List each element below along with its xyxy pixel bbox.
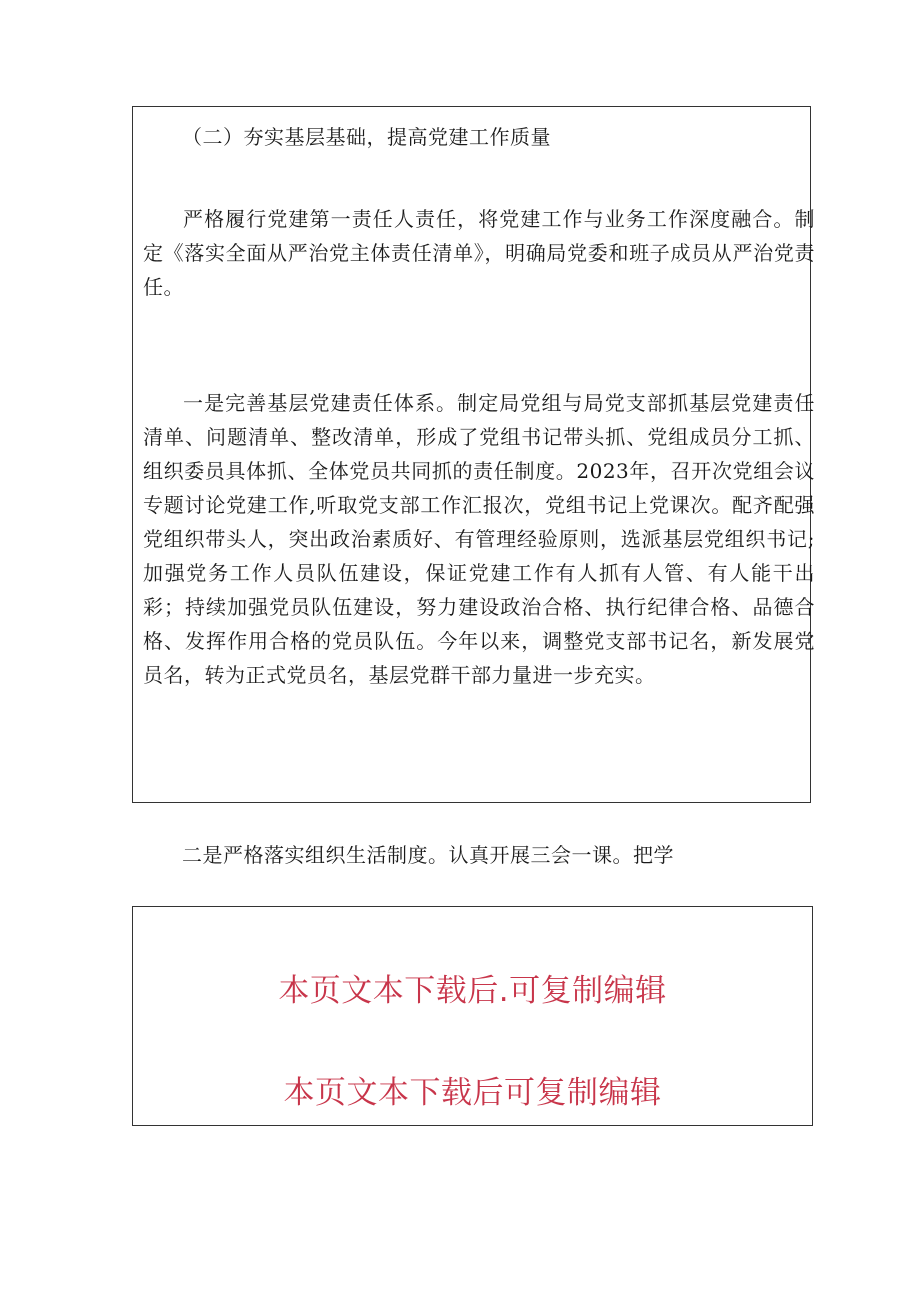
download-notice-box bbox=[132, 906, 813, 1126]
section-heading: （二）夯实基层基础，提高党建工作质量 bbox=[182, 125, 551, 149]
paragraph-responsibility: 严格履行党建第一责任人责任，将党建工作与业务工作深度融合。制定《落实全面从严治党主体责任清单》，明确局党委和班子成员从严治党责任。 bbox=[143, 207, 815, 299]
paragraph-organization-life: 二是严格落实组织生活制度。认真开展三会一课。把学 bbox=[182, 843, 674, 867]
download-notice-line-2: 本页文本下载后可复制编辑 bbox=[283, 1075, 662, 1111]
download-notice-line-1: 本页文本下载后.可复制编辑 bbox=[278, 973, 667, 1009]
paragraph-responsibility-system: 一是完善基层党建责任体系。制定局党组与局党支部抓基层党建责任清单、问题清单、整改清单，形成了党组书记带头抓、党组成员分工抓、组织委员具体抓、全体党员共同抓的责任制度。2023年，召开次党组会议专题讨论党建工作,听取党支部工作汇报次，党组书记上党课次。配齐配强党组织带头人，突出政治素质好、有管理经验原则，选派基层党组织书记;加强党务工作人员队伍建设，保证党建工作有人抓有人管、有人能干出彩；持续加强党员队伍建设，努力建设政治合格、执行纪律合格、品德合格、发挥作用合格的党员队伍。今年以来，调整党支部书记名，新发展党员名，转为正式党员名，基层党群干部力量进一步充实。 bbox=[143, 391, 815, 687]
